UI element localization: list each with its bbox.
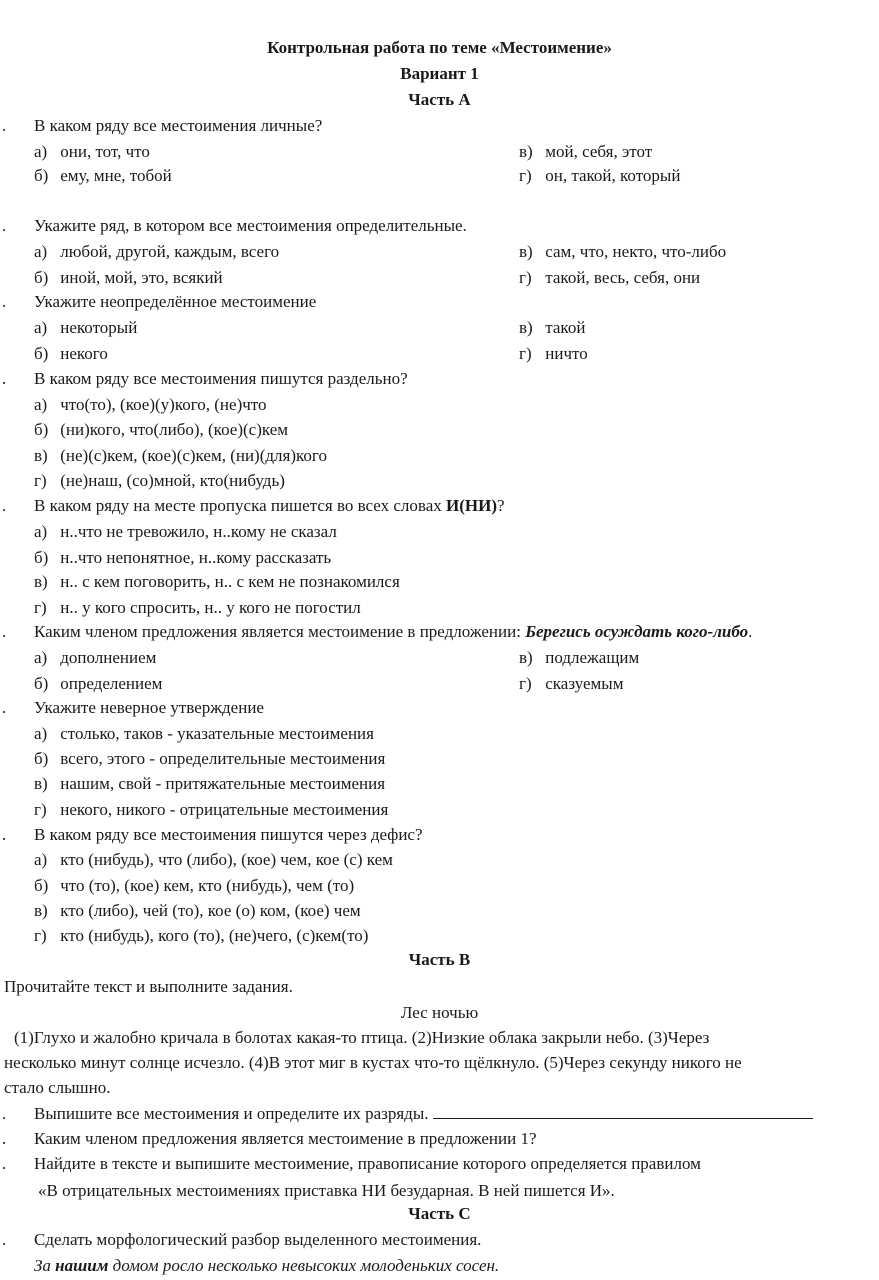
page-title: Контрольная работа по теме «Местоимение»: [267, 38, 612, 57]
bullet: .: [2, 216, 7, 235]
question-text: В каком ряду все местоимения личные?: [34, 116, 323, 135]
answer-option[interactable]: г) ничто: [519, 344, 588, 363]
task-c1: Сделать морфологический разбор выделенного местоимения.: [34, 1230, 482, 1249]
rule-text: «В отрицательных местоимениях приставка НИ безударная. В ней пишется И».: [38, 1181, 615, 1200]
question-text: Укажите неверное утверждение: [34, 698, 264, 717]
bullet: .: [2, 1129, 7, 1148]
text-line-2: несколько минут солнце исчезло. (4)В этот миг в кустах что-то щёлкнуло. (5)Через секунду никого не: [4, 1053, 742, 1072]
answer-option[interactable]: а) н..что не тревожило, н..кому не сказал: [34, 522, 337, 541]
answer-option[interactable]: в) кто (либо), чей (то), кое (о) ком, (кое) чем: [34, 901, 361, 920]
bullet: .: [2, 698, 7, 717]
answer-option[interactable]: в) такой: [519, 318, 586, 337]
task-b2: Каким членом предложения является местоимение в предложении 1?: [34, 1129, 537, 1148]
bullet: .: [2, 496, 7, 515]
answer-option[interactable]: г) он, такой, который: [519, 166, 681, 185]
answer-option[interactable]: в) нашим, свой - притяжательные местоимения: [34, 774, 386, 793]
answer-option[interactable]: б) (ни)кого, что(либо), (кое)(с)кем: [34, 420, 288, 439]
answer-option[interactable]: в) (не)(с)кем, (кое)(с)кем, (ни)(для)кого: [34, 446, 327, 465]
question-text: Укажите ряд, в котором все местоимения определительные.: [34, 216, 467, 235]
bullet: .: [2, 825, 7, 844]
answer-option[interactable]: б) определением: [34, 674, 163, 693]
answer-option[interactable]: б) что (то), (кое) кем, кто (нибудь), чем (то): [34, 876, 355, 895]
question-text: В каком ряду все местоимения пишутся через дефис?: [34, 825, 423, 844]
answer-option[interactable]: г) сказуемым: [519, 674, 624, 693]
text-line-1: (1)Глухо и жалобно кричала в болотах какая-то птица. (2)Низкие облака закрыли небо. (3)Через: [14, 1028, 710, 1047]
question-text: В каком ряду все местоимения пишутся раздельно?: [34, 369, 408, 388]
answer-option[interactable]: г) н.. у кого спросить, н.. у кого не погостил: [34, 598, 361, 617]
answer-line[interactable]: [433, 1104, 813, 1119]
question-text: Укажите неопределённое местоимение: [34, 292, 317, 311]
bullet: .: [2, 1230, 7, 1249]
answer-option[interactable]: в) н.. с кем поговорить, н.. с кем не познакомился: [34, 572, 400, 591]
bullet: .: [2, 1154, 7, 1173]
part-b-title: Часть В: [408, 950, 471, 969]
part-c-title: Часть С: [408, 1204, 471, 1223]
answer-option[interactable]: в) мой, себя, этот: [519, 142, 653, 161]
text-title: Лес ночью: [400, 1003, 479, 1022]
task-b1: Выпишите все местоимения и определите их разряды.: [34, 1104, 813, 1124]
variant-title: Вариант 1: [400, 64, 479, 83]
answer-option[interactable]: а) столько, таков - указательные местоимения: [34, 724, 374, 743]
answer-option[interactable]: г) кто (нибудь), кого (то), (не)чего, (с)кем(то): [34, 926, 369, 945]
answer-option[interactable]: г) некого, никого - отрицательные местоимения: [34, 800, 389, 819]
answer-option[interactable]: а) некоторый: [34, 318, 138, 337]
answer-option[interactable]: б) иной, мой, это, всякий: [34, 268, 223, 287]
bullet: .: [2, 1104, 7, 1123]
answer-option[interactable]: б) некого: [34, 344, 108, 363]
bullet: .: [2, 622, 7, 641]
part-b-instruction: Прочитайте текст и выполните задания.: [4, 977, 293, 996]
answer-option[interactable]: а) любой, другой, каждым, всего: [34, 242, 280, 261]
parse-sentence: За нашим домом росло несколько невысоких молоденьких сосен.: [34, 1256, 500, 1275]
answer-option[interactable]: б) всего, этого - определительные местоимения: [34, 749, 386, 768]
answer-option[interactable]: а) они, тот, что: [34, 142, 150, 161]
question-text: В каком ряду на месте пропуска пишется во всех словах И(НИ)?: [34, 496, 505, 515]
answer-option[interactable]: б) н..что непонятное, н..кому рассказать: [34, 548, 332, 567]
answer-option[interactable]: а) кто (нибудь), что (либо), (кое) чем, кое (с) кем: [34, 850, 393, 869]
part-a-title: Часть А: [408, 90, 471, 109]
answer-option[interactable]: г) такой, весь, себя, они: [519, 268, 701, 287]
bullet: .: [2, 369, 7, 388]
answer-option[interactable]: в) сам, что, некто, что-либо: [519, 242, 727, 261]
task-b3: Найдите в тексте и выпишите местоимение, правописание которого определяется правилом: [34, 1154, 701, 1173]
answer-option[interactable]: б) ему, мне, тобой: [34, 166, 172, 185]
answer-option[interactable]: в) подлежащим: [519, 648, 640, 667]
answer-option[interactable]: а) дополнением: [34, 648, 157, 667]
question-text: Каким членом предложения является местоимение в предложении: Берегись осуждать кого-либо.: [34, 622, 753, 641]
bullet: .: [2, 292, 7, 311]
text-line-3: стало слышно.: [4, 1078, 111, 1097]
bullet: .: [2, 116, 7, 135]
answer-option[interactable]: а) что(то), (кое)(у)кого, (не)что: [34, 395, 267, 414]
answer-option[interactable]: г) (не)наш, (со)мной, кто(нибудь): [34, 471, 285, 490]
